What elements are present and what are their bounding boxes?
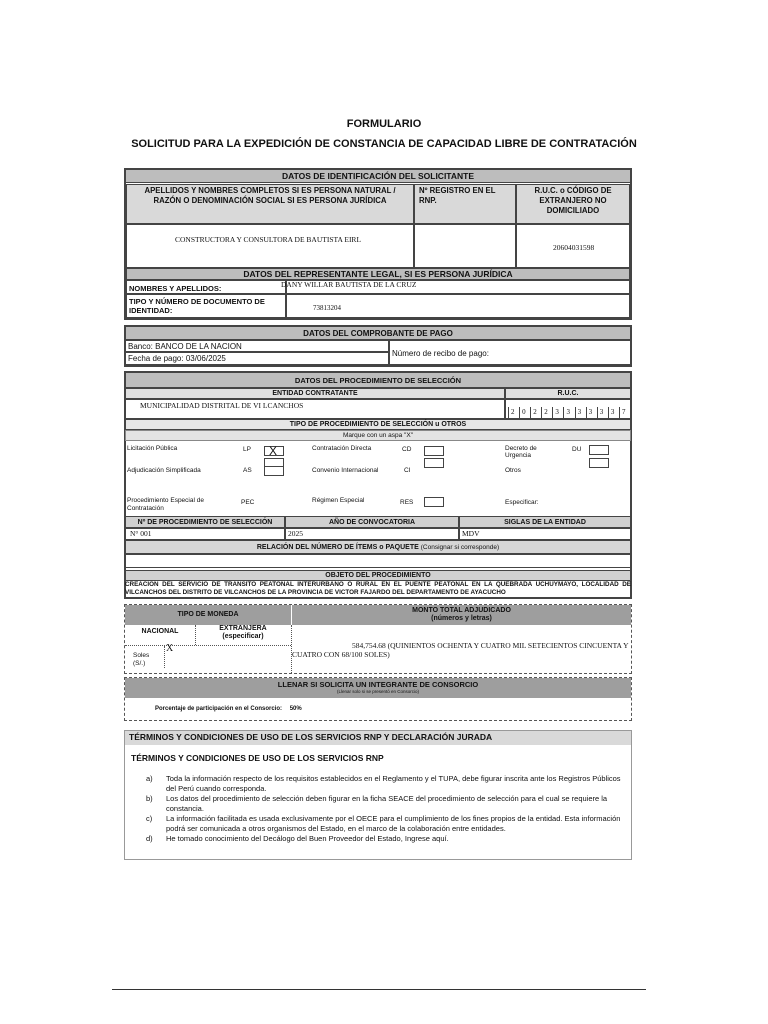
lp-mark: X [269, 444, 278, 458]
ruc-cell [516, 224, 630, 268]
extranjera-especificar: (especificar) [222, 633, 264, 640]
lp-code: LP [243, 446, 251, 453]
nombres-label-cell [126, 280, 286, 294]
relacion-note: (Consignar si corresponde) [420, 544, 500, 551]
nacional-label: NACIONAL [141, 628, 179, 635]
res-checkbox[interactable] [424, 497, 444, 507]
tipo-moneda-label: TIPO DE MONEDA [125, 605, 291, 625]
anio-cell [285, 528, 459, 540]
relacion-label: RELACIÓN DEL NÚMERO DE ÍTEMS o PAQUETE [256, 544, 419, 551]
terminos-item-letter: b) [146, 794, 153, 803]
relacion-header [125, 540, 631, 554]
col-registro-label: Nº REGISTRO EN EL RNP. [414, 184, 516, 224]
entidad-cell [125, 399, 505, 419]
monto-header [292, 605, 631, 625]
form-title: FORMULARIO [346, 118, 422, 130]
siglas-label: SIGLAS DE LA ENTIDAD [459, 516, 631, 528]
solicitante-header: DATOS DE IDENTIFICACIÓN DEL SOLICITANTE [125, 169, 631, 183]
footer-line [112, 989, 646, 990]
anio-label: AÑO DE CONVOCATORIA [285, 516, 459, 528]
cd-checkbox[interactable] [424, 446, 444, 456]
convenio-label: Convenio Internacional [312, 467, 379, 474]
terminos-item-text: Toda la información respecto de los requisitos establecidos en el Reglamento y el TUPA, debe figurar inscrita ante los Registros Públicos del Perú cuando corresponda. [166, 774, 621, 793]
porcentaje-value: 50% [289, 706, 302, 712]
du-checkbox[interactable] [589, 445, 609, 455]
nombres-value: DANY WILLAR BAUTISTA DE LA CRUZ [281, 280, 417, 289]
ruc-digit: 3 [586, 407, 597, 419]
entidad-value: MUNICIPALIDAD DISTRITAL DE VI LCANCHOS [140, 401, 304, 410]
terminos-item [146, 794, 626, 813]
representante-header: DATOS DEL REPRESENTANTE LEGAL, SI ES PERSONA JURÍDICA [126, 268, 630, 280]
ruc-value: 20604031598 [553, 243, 595, 252]
pec-label: Procedimiento Especial de Contratación [127, 497, 204, 512]
ruc-digit: 3 [552, 407, 563, 419]
form-subtitle: SOLICITUD PARA LA EXPEDICIÓN DE CONSTANCIA DE CAPACIDAD LIBRE DE CONTRATACIÓN [131, 138, 637, 150]
siglas-value: MDV [462, 529, 480, 538]
ruc-digit: 3 [597, 407, 608, 419]
cd-code: CD [402, 446, 412, 453]
recibo-label: Número de recibo de pago: [392, 349, 489, 358]
procedimiento-header: DATOS DEL PROCEDIMIENTO DE SELECCIÓN [125, 372, 631, 388]
decreto-label: Decreto de Urgencia [505, 445, 537, 459]
du-extra-checkbox[interactable] [589, 458, 609, 468]
as-code: AS [243, 467, 252, 474]
monto-value: 584,754.68 (QUINIENTOS OCHENTA Y CUATRO MIL SETECIENTOS CINCUENTA Y CUATRO CON 68/100 SOLES) [292, 641, 629, 659]
ci-code: CI [404, 467, 411, 474]
nombres-value-cell [281, 280, 630, 294]
registro-cell[interactable] [414, 224, 516, 268]
ruc-digit: 3 [608, 407, 619, 419]
ruc-digit: 2 [541, 407, 552, 419]
fecha-value: Fecha de pago: 03/06/2025 [128, 354, 226, 363]
extranjera-text: EXTRANJERA [219, 625, 267, 632]
siglas-cell [459, 528, 631, 540]
ruc-digit: 3 [563, 407, 574, 419]
terminos-item-text: Los datos del procedimiento de selección deben figurar en la ficha SEACE del procedimiento de selección para el cual se requiere la constancia. [166, 794, 608, 813]
tipo-header: TIPO DE PROCEDIMIENTO DE SELECCIÓN u OTROS [125, 419, 631, 430]
num-proc-value: N° 001 [130, 529, 152, 538]
nombres-label: NOMBRES Y APELLIDOS: [129, 284, 222, 293]
moneda-divider [195, 625, 196, 645]
terminos-item [146, 774, 626, 793]
soles-mark: X [166, 643, 174, 654]
res-code: RES [400, 499, 414, 506]
du-code: DU [572, 446, 582, 453]
marque-note: Marque con un aspa "X" [125, 430, 631, 441]
adjudicacion-label: Adjudicación Simplificada [127, 467, 201, 474]
terminos-header: TÉRMINOS Y CONDICIONES DE USO DE LOS SERVICIOS RNP Y DECLARACIÓN JURADA [125, 731, 631, 745]
relacion-value-cell[interactable] [125, 554, 631, 568]
ruc-digit: 3 [575, 407, 586, 419]
consorcio-header [125, 678, 631, 698]
ruc-digit: 0 [519, 407, 530, 419]
num-proc-label: Nº DE PROCEDIMIENTO DE SELECCIÓN [125, 516, 285, 528]
monto-label: MONTO TOTAL ADJUDICADO [412, 607, 511, 614]
pago-header: DATOS DEL COMPROBANTE DE PAGO [125, 326, 631, 340]
anio-value: 2025 [288, 529, 303, 538]
terminos-item-letter: a) [146, 774, 153, 783]
terminos-item-text[interactable]: He tomado conocimiento del Decálogo del Buen Proveedor del Estado, Ingrese aquí. [166, 834, 449, 843]
num-proc-cell [125, 528, 285, 540]
ruc-digit: 2 [508, 407, 519, 419]
porcentaje-row [155, 706, 302, 712]
especificar-label: Especificar: [505, 499, 539, 506]
cd-extra-checkbox[interactable] [424, 458, 444, 468]
as-checkbox[interactable] [264, 466, 284, 476]
col-ruc-label: R.U.C. o CÓDIGO DE EXTRANJERO NO DOMICILIADO [516, 184, 630, 224]
banco-cell [125, 340, 389, 352]
banco-value: Banco: BANCO DE LA NACION [128, 342, 242, 351]
terminos-subtitle: TÉRMINOS Y CONDICIONES DE USO DE LOS SERVICIOS RNP [131, 753, 384, 763]
licitacion-label: Licitación Pública [127, 445, 178, 452]
consorcio-title: LLENAR SI SOLICITA UN INTEGRANTE DE CONSORCIO [277, 680, 479, 689]
col-nombres-label: APELLIDOS Y NOMBRES COMPLETOS SI ES PERSONA NATURAL / RAZÓN O DENOMINACIÓN SOCIAL SI ES PERSONA JURÍDICA [126, 184, 414, 224]
lp-checkbox[interactable] [264, 446, 284, 456]
documento-value-cell [286, 294, 630, 318]
razon-social-value: CONSTRUCTORA Y CONSULTORA DE BAUTISTA EIRL [175, 235, 362, 244]
pec-code: PEC [241, 499, 255, 506]
ruc-digits-cell [505, 399, 631, 419]
contratacion-directa-label: Contratación Directa [312, 445, 372, 452]
recibo-cell [389, 340, 631, 365]
ruc-digit: 2 [530, 407, 541, 419]
extranjera-label [196, 625, 290, 641]
regimen-label: Régimen Especial [312, 497, 365, 504]
ruc-label: R.U.C. [505, 388, 631, 399]
documento-value: 73813204 [313, 304, 341, 312]
fecha-cell [125, 352, 389, 365]
consorcio-note: (Llenar solo si se presentó en Consorcio) [336, 689, 420, 694]
documento-label-cell [126, 294, 286, 318]
terminos-item-letter: c) [146, 814, 153, 823]
terminos-list [146, 774, 626, 845]
objeto-label: OBJETO DEL PROCEDIMIENTO [125, 570, 631, 581]
monto-sub: (números y letras) [431, 615, 492, 622]
terminos-item-text: La información facilitada es usada exclusivamente por el OECE para el cumplimiento de los fines propios de la entidad. Esta información podrá ser comunicada a otros organismos del Estado, en el marco de la colaboración entre entidades. [166, 814, 621, 833]
objeto-value: CREACION DEL SERVICIO DE TRANSITO PEATONAL INTERURBANO O RURAL EN EL PUENTE PEATONAL EN LA QUEBRADA UCHUYMAYO, LOCALIDAD DE VILCANCHOS DEL DISTRITO DE VILCANCHOS DE LA PROVINCIA DE VICTOR FAJARDO DEL DEPARTAMENTO DE AYACUCHO [125, 581, 631, 596]
terminos-item [146, 814, 626, 833]
ruc-digit: 7 [619, 407, 630, 419]
soles-cell [125, 646, 165, 668]
razon-social-cell [126, 224, 414, 268]
ruc-digits [508, 407, 630, 419]
entidad-label: ENTIDAD CONTRATANTE [125, 388, 505, 399]
porcentaje-label: Porcentaje de participación en el Consorcio: [155, 706, 283, 712]
terminos-item [146, 834, 626, 844]
terminos-item-letter: d) [146, 834, 153, 843]
documento-label: TIPO Y NÚMERO DE DOCUMENTO DE IDENTIDAD: [129, 297, 265, 315]
otros-label: Otros [505, 467, 521, 474]
soles-label: Soles (S/.) [133, 652, 150, 667]
